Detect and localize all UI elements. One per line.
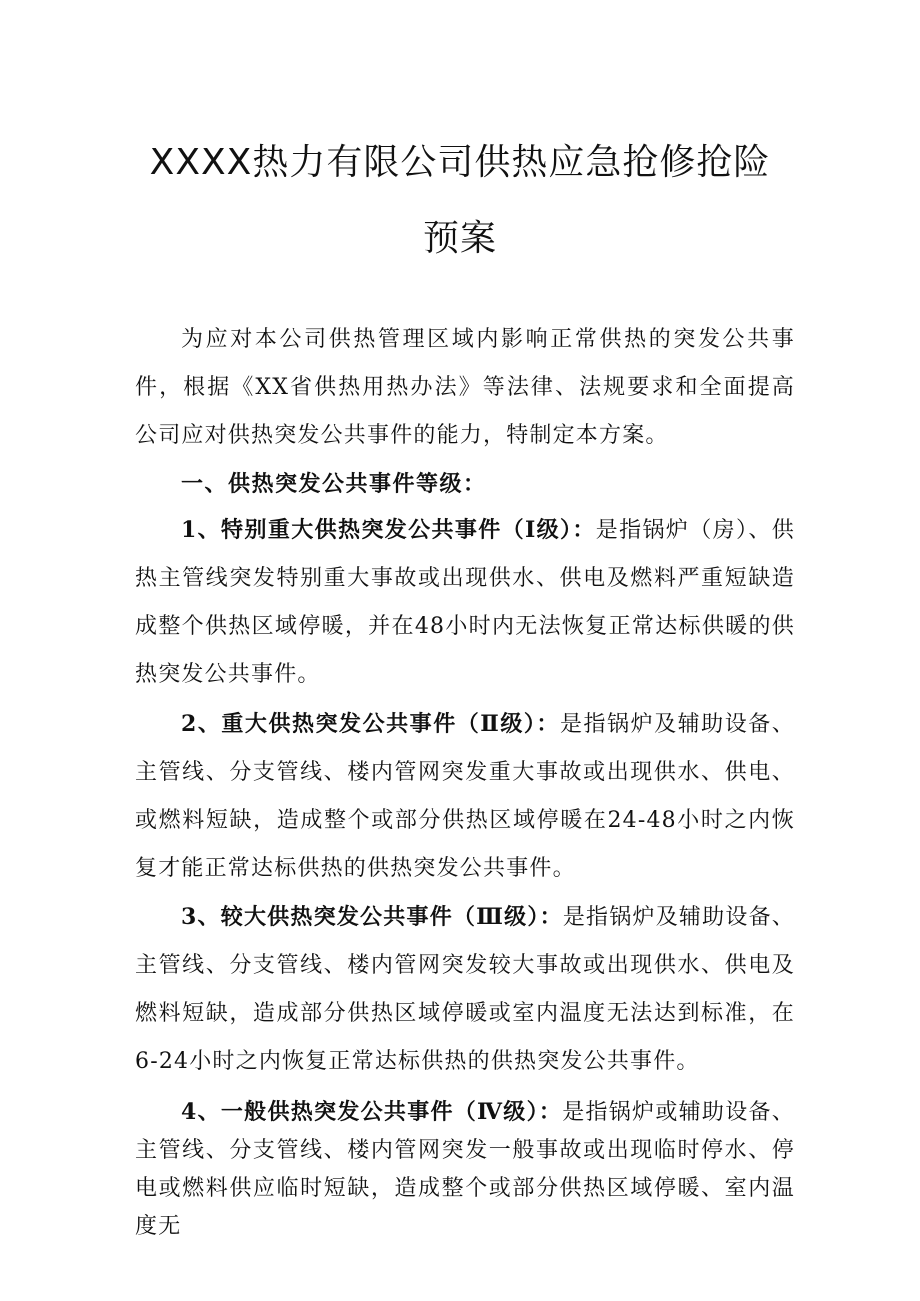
level-4-paragraph xyxy=(135,1093,795,1246)
level-2-paragraph xyxy=(135,700,795,893)
level-2-label: 2、重大供热突发公共事件（Ⅱ级）： xyxy=(181,711,560,737)
level-4-text: 是指锅炉或辅助设备、主管线、分支管线、楼内管网突发一般事故或出现临时停水、停电或燃料供应临时短缺，造成整个或部分供热区域停暖、室内温度无 xyxy=(135,1100,795,1239)
level-1-text: 是指锅炉（房）、供热主管线突发特别重大事故或出现供水、供电及燃料严重短缺造成整个供热区域停暖，并在48小时内无法恢复正常达标供暖的供热突发公共事件。 xyxy=(135,518,795,687)
level-3-label: 3、较大供热突发公共事件（Ⅲ级）： xyxy=(181,904,563,930)
intro-paragraph: 为应对本公司供热管理区域内影响正常供热的突发公共事件，根据《XX省供热用热办法》等法律、法规要求和全面提高公司应对供热突发公共事件的能力，特制定本方案。 xyxy=(135,327,795,448)
level-3-text: 是指锅炉及辅助设备、主管线、分支管线、楼内管网突发较大事故或出现供水、供电及燃料短缺，造成部分供热区域停暖或室内温度无法达到标准，在6-24小时之内恢复正常达标供热的供热突发公共事件。 xyxy=(135,905,795,1074)
level-4-label: 4、一般供热突发公共事件（Ⅳ级）： xyxy=(181,1099,563,1125)
level-1-paragraph xyxy=(135,506,795,699)
level-1-label: 1、特别重大供热突发公共事件（Ⅰ级）： xyxy=(181,517,596,543)
document-title-line2: 预案 xyxy=(422,218,497,259)
level-2-text: 是指锅炉及辅助设备、主管线、分支管线、楼内管网突发重大事故或出现供水、供电、或燃料短缺，造成整个或部分供热区域停暖在24-48小时之内恢复才能正常达标供热的供热突发公共事件。 xyxy=(135,712,795,881)
document-title-line1: XXXX热力有限公司供热应急抢修抢险 xyxy=(149,142,771,183)
level-3-paragraph xyxy=(135,893,795,1086)
section1-heading: 一、供热突发公共事件等级： xyxy=(181,471,487,497)
